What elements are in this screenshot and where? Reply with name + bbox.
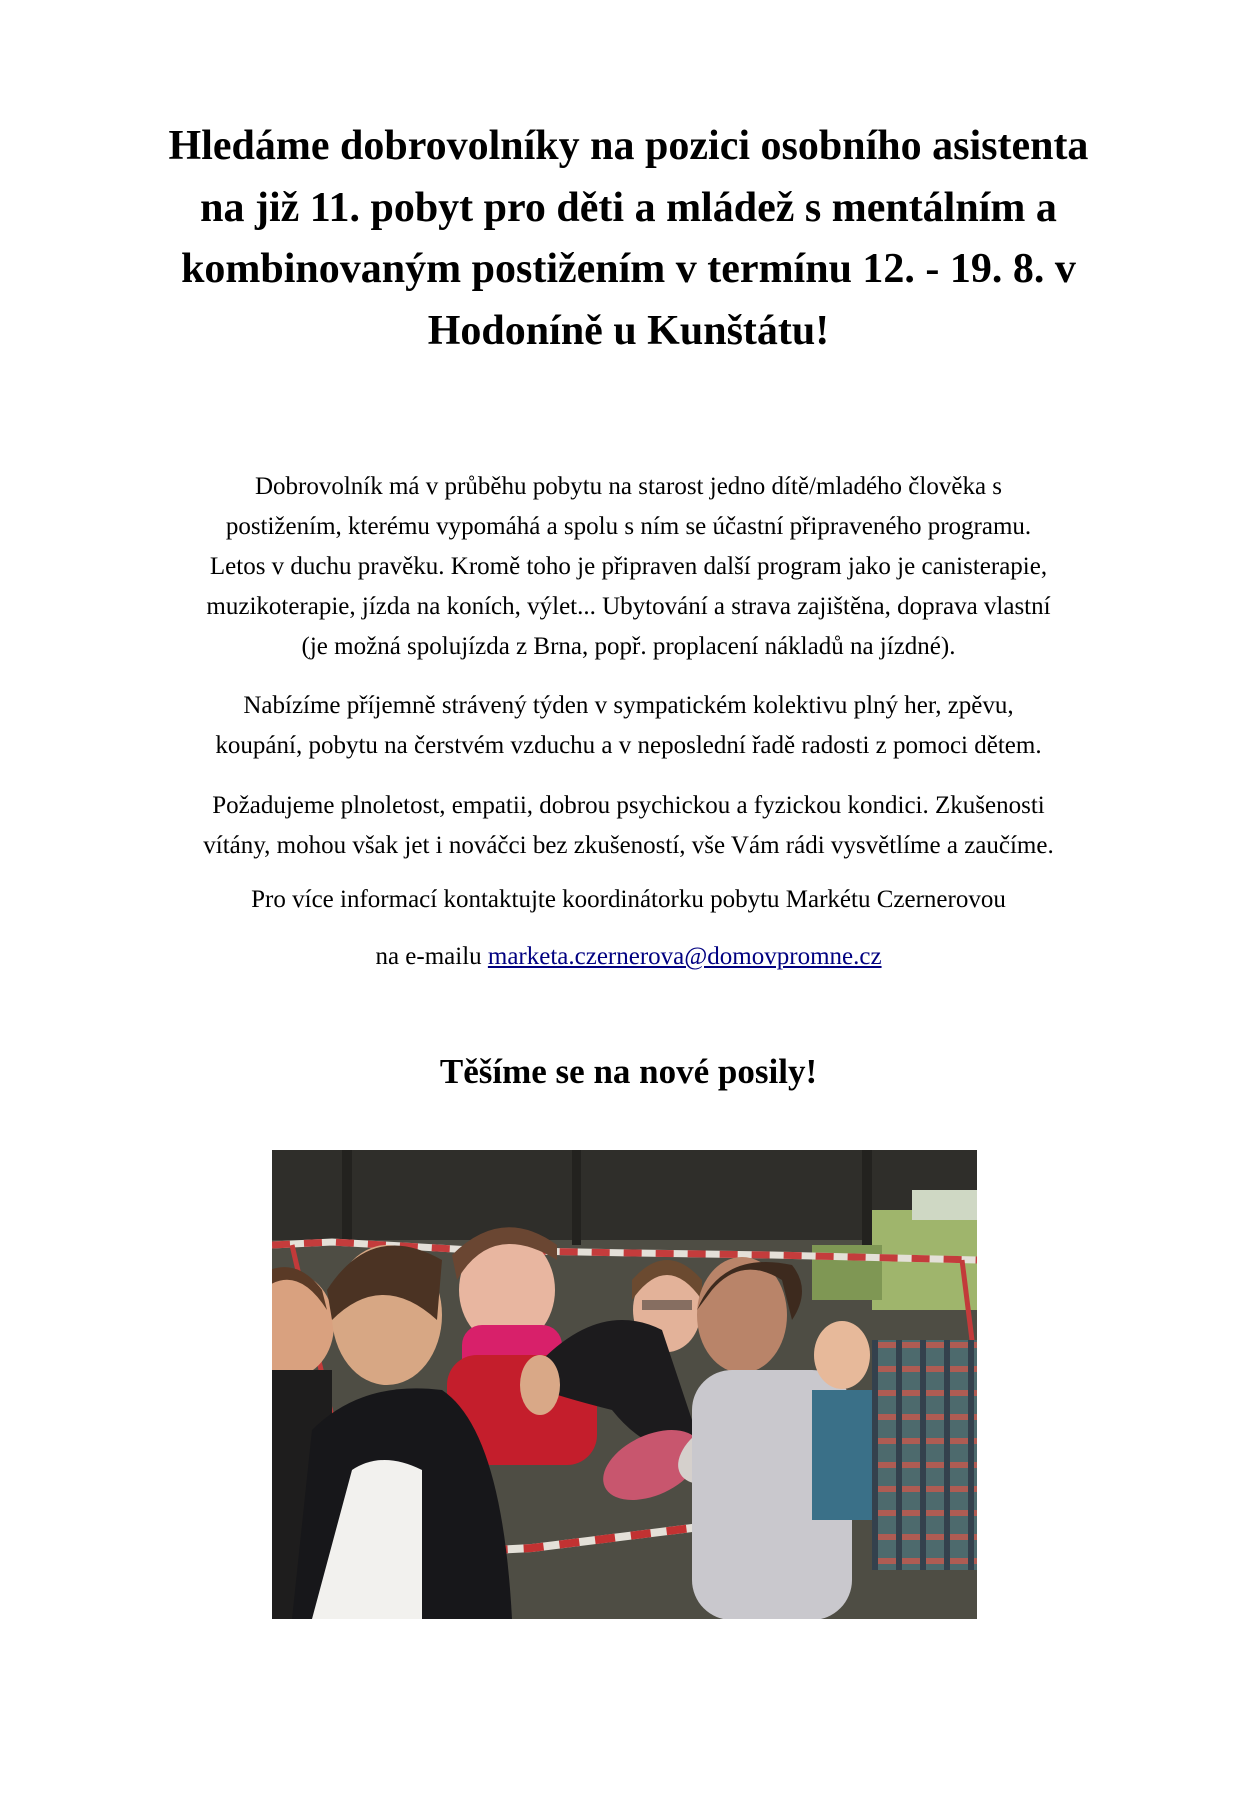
headline-line: na již 11. pobyt pro děti a mládež s mentálním a [200,184,1057,231]
email-line [60,937,1197,977]
paragraph-line: vítány, mohou však jet i nováčci bez zkušeností, vše Vám rádi vysvětlíme a zaučíme. [203,832,1054,859]
headline-line: Hodoníně u Kunštátu! [427,307,830,354]
photo-illustration [272,1150,977,1619]
requirements-paragraph [60,786,1197,866]
email-prefix: na e-mailu [375,943,488,970]
paragraph-line: Pro více informací kontaktujte koordinátorku pobytu Markétu Czernerovou [251,886,1006,913]
paragraph-line: koupání, pobytu na čerstvém vzduchu a v neposlední řadě radosti z pomoci dětem. [215,732,1042,759]
volunteers-photo [272,1150,977,1619]
paragraph-line: Letos v duchu pravěku. Kromě toho je připraven další program jako je canisterapie, [209,553,1048,580]
headline-line: kombinovaným postižením v termínu 12. - 19. 8. v [181,246,1076,292]
paragraph-line: Dobrovolník má v průběhu pobytu na starost jedno dítě/mladého člověka s [254,473,1003,500]
headline [60,116,1197,362]
paragraph-line: postižením, kterému vypomáhá a spolu s ním se účastní připraveného programu. [225,513,1032,540]
volunteer-description-paragraph [60,467,1197,667]
offer-paragraph [60,686,1197,766]
email-link[interactable]: marketa.czernerova@domovpromne.cz [487,943,882,970]
email-paragraph [60,937,1197,977]
contact-paragraph [60,880,1197,920]
paragraph-line: muzikoterapie, jízda na koních, výlet... Ubytování a strava zajištěna, doprava vlastní [206,593,1051,620]
paragraph-line: Nabízíme příjemně strávený týden v sympatickém kolektivu plný her, zpěvu, [243,692,1014,719]
closing-heading: Těšíme se na nové posily! [439,1052,818,1091]
headline-line: Hledáme dobrovolníky na pozici osobního asistenta [168,123,1089,169]
paragraph-line: Požadujeme plnoletost, empatii, dobrou psychickou a fyzickou kondici. Zkušenosti [212,792,1045,819]
paragraph-line: (je možná spolujízda z Brna, popř. proplacení nákladů na jízdné). [301,633,956,660]
